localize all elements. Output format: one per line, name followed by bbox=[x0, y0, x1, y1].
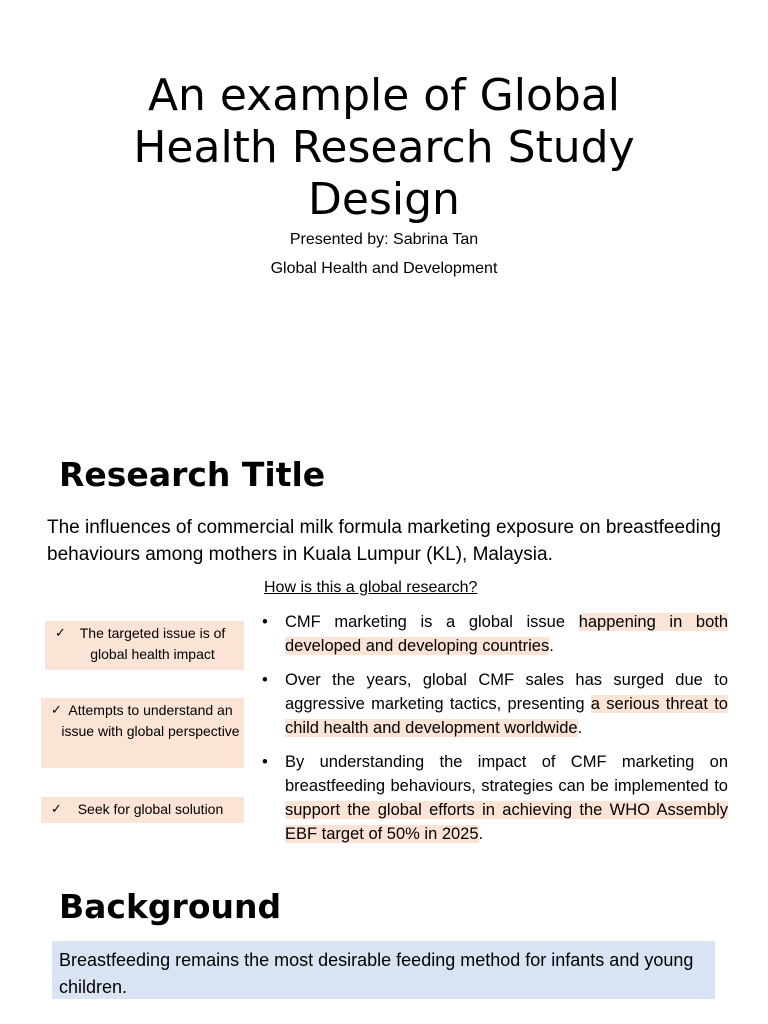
checklist-item-label: Attempts to understand an issue with global perspective bbox=[61, 702, 240, 739]
check-icon: ✓ bbox=[51, 702, 62, 717]
highlighted-text: a serious threat to child health and development worldwide bbox=[285, 695, 728, 737]
background-callout: Breastfeeding remains the most desirable feeding method for infants and young children. bbox=[52, 941, 715, 999]
research-title-heading: Research Title bbox=[59, 455, 326, 494]
highlighted-text: happening in both developed and developing countries bbox=[285, 613, 729, 655]
background-heading: Background bbox=[59, 887, 282, 926]
check-icon: ✓ bbox=[51, 801, 62, 816]
checklist-item-label: Seek for global solution bbox=[77, 801, 224, 817]
bullet-item: • CMF marketing is a global issue happening in both developed and developing countries. bbox=[262, 610, 728, 658]
bullet-icon: • bbox=[262, 613, 268, 631]
highlighted-text: support the global efforts in achieving the WHO Assembly EBF target of 50% in 2025 bbox=[285, 801, 728, 843]
bullet-icon: • bbox=[262, 753, 268, 771]
bullet-icon: • bbox=[262, 671, 268, 689]
slide-title: An example of Global Health Research Study Design bbox=[133, 70, 635, 225]
department-line: Global Health and Development bbox=[270, 260, 498, 277]
research-title-text: The influences of commercial milk formula marketing exposure on breastfeeding behaviours among mothers in Kuala Lumpur (KL), Malaysia. bbox=[47, 517, 721, 565]
bullet-item: • Over the years, global CMF sales has surged due to aggressive marketing tactics, presenting a serious threat to child health and development worldwide. bbox=[262, 668, 728, 740]
check-icon: ✓ bbox=[55, 625, 66, 640]
checklist-item bbox=[41, 797, 244, 823]
checklist-item bbox=[45, 621, 244, 670]
checklist-item-label: The targeted issue is of global health impact bbox=[79, 625, 226, 662]
global-research-question: How is this a global research? bbox=[264, 579, 478, 596]
checklist-item bbox=[41, 698, 244, 768]
presenter-line: Presented by: Sabrina Tan bbox=[289, 231, 479, 248]
bullet-item: • By understanding the impact of CMF marketing on breastfeeding behaviours, strategies can be implemented to support the global efforts in achieving the WHO Assembly EBF target of 50% in 2025. bbox=[262, 750, 728, 846]
global-research-bullets bbox=[262, 610, 728, 856]
